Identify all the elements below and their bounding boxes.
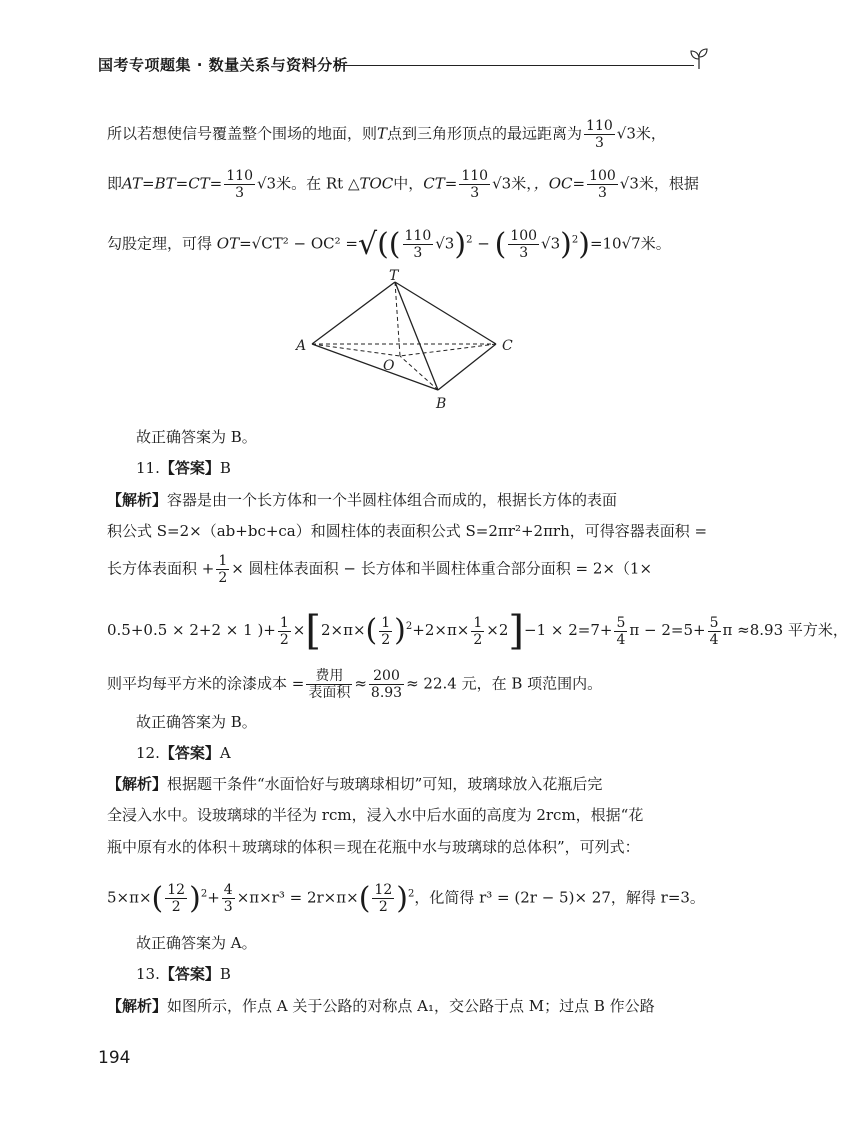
fraction: $\frac{1}{2}$ bbox=[279, 614, 289, 648]
segment-AO bbox=[312, 344, 400, 356]
edge-TB bbox=[395, 282, 438, 390]
q11-expl-line: 0.5+0.5 × 2+2 × 1 )+ $\frac{1}{2}$ ×[2×π×( $\frac{1}{2}$ )$^2$+2×π× $\frac{1}{2}$ ×2]−1 × 2=7+ $\frac{5}{4}$ π − 2=5+ $\frac{5}{4}$ π ≈8.93 平方米， bbox=[107, 608, 848, 654]
fraction: $\frac{1}{2}$ bbox=[473, 614, 483, 648]
page-number: 194 bbox=[98, 1048, 131, 1068]
q11-conclusion: 故正确答案为 B。 bbox=[136, 713, 257, 731]
q11-expl-line: 积公式 S=2×（ab+bc+ca）和圆柱体的表面积公式 S=2πr²+2πrh，可得容器表面积 = bbox=[107, 522, 708, 540]
q12-expl-line: 【解析】根据题干条件“水面恰好与玻璃球相切”可知，玻璃球放入花瓶后完 bbox=[107, 775, 603, 793]
edge-TA bbox=[312, 282, 395, 344]
q12-expl-line: 全浸入水中。设玻璃球的半径为 rcm，浸入水中后水面的高度为 2rcm，根据“花 bbox=[107, 806, 644, 824]
q11-expl-line: 长方体表面积 + $\frac{1}{2}$ × 圆柱体表面积 − 长方体和半圆柱体重合部分面积 = 2×（1× bbox=[107, 553, 653, 586]
fraction: $\frac{110}{3}$ bbox=[461, 168, 489, 201]
fraction: $\frac{12}{2}$ bbox=[374, 882, 393, 915]
fraction: $\frac{12}{2}$ bbox=[167, 882, 186, 915]
running-header bbox=[98, 48, 708, 78]
text-line: 勾股定理，可得 OT=√CT² − OC² =√(( $\frac{110}{3}$ √3)$^2$ − ( $\frac{100}{3}$ √3)$^2$)=10√7米。 bbox=[107, 226, 671, 262]
label-A: A bbox=[296, 338, 307, 354]
fraction: $\frac{1}{2}$ bbox=[218, 553, 228, 586]
label-O: O bbox=[383, 358, 395, 374]
edge-AB bbox=[312, 344, 438, 390]
label-T: T bbox=[389, 268, 399, 284]
fraction: $\frac{5}{4}$ bbox=[616, 614, 626, 648]
q12-expl-line: 瓶中原有水的体积＋玻璃球的体积＝现在花瓶中水与玻璃球的总体积”，可列式： bbox=[107, 838, 640, 856]
header-title: 国考专项题集 · 数量关系与资料分析 bbox=[98, 56, 349, 74]
q12-conclusion: 故正确答案为 A。 bbox=[136, 934, 257, 952]
q11-expl-line: 则平均每平方米的涂漆成本 = $\frac{\text{费用}}{\text{表面积}}$ ≈ $\frac{200}{8.93}$ ≈ 22.4 元，在 B 项范围内。 bbox=[107, 668, 603, 701]
fraction: $\frac{5}{4}$ bbox=[709, 614, 719, 648]
fraction: $\frac{110}{3}$ bbox=[404, 228, 432, 261]
fraction: $\frac{110}{3}$ bbox=[226, 168, 253, 201]
q13-expl-line: 【解析】如图所示，作点 A 关于公路的对称点 A₁，交公路于点 M；过点 B 作公路 bbox=[107, 997, 655, 1015]
text-line: 所以若想使信号覆盖整个围场的地面，则T点到三角形顶点的最远距离为 $\frac{110}{3}$ √3米， bbox=[107, 118, 666, 151]
edge-CB bbox=[438, 344, 496, 390]
fraction: $\frac{110}{3}$ bbox=[586, 118, 613, 151]
segment-CO bbox=[400, 344, 496, 356]
text-line: 即AT=BT=CT= $\frac{110}{3}$ √3米。在 Rt △TOC中，CT= $\frac{110}{3}$ √3米，，OC= $\frac{100}{3}$ √3米，根据 bbox=[107, 168, 699, 201]
q11-answer: 11.【答案】B bbox=[136, 459, 231, 477]
sprout-icon bbox=[690, 48, 708, 70]
edge-TC bbox=[395, 282, 496, 344]
fraction: $\frac{1}{2}$ bbox=[381, 614, 391, 648]
fraction: $\frac{100}{3}$ bbox=[589, 168, 616, 201]
answer-conclusion: 故正确答案为 B。 bbox=[136, 428, 257, 446]
q12-equation: 5×π×( $\frac{12}{2}$ )$^2$+ $\frac{4}{3}$ ×π×r³ = 2r×π×( $\frac{12}{2}$ )$^2$，化简得 r³ = (2r − 5)× 27，解得 r=3。 bbox=[107, 880, 705, 916]
label-C: C bbox=[502, 338, 513, 354]
label-B: B bbox=[436, 396, 447, 412]
fraction: $\frac{100}{3}$ bbox=[510, 228, 538, 261]
q12-answer: 12.【答案】A bbox=[136, 744, 231, 762]
header-rule bbox=[334, 65, 694, 66]
fraction: $\frac{4}{3}$ bbox=[223, 882, 233, 915]
pyramid-figure bbox=[290, 268, 530, 412]
q13-answer: 13.【答案】B bbox=[136, 965, 231, 983]
segment-BO bbox=[400, 356, 438, 390]
fraction: $\frac{\text{费用}}{\text{表面积}}$ bbox=[308, 668, 351, 701]
q11-expl-line: 【解析】容器是由一个长方体和一个半圆柱体组合而成的，根据长方体的表面 bbox=[107, 491, 618, 509]
fraction: $\frac{200}{8.93}$ bbox=[370, 668, 403, 701]
